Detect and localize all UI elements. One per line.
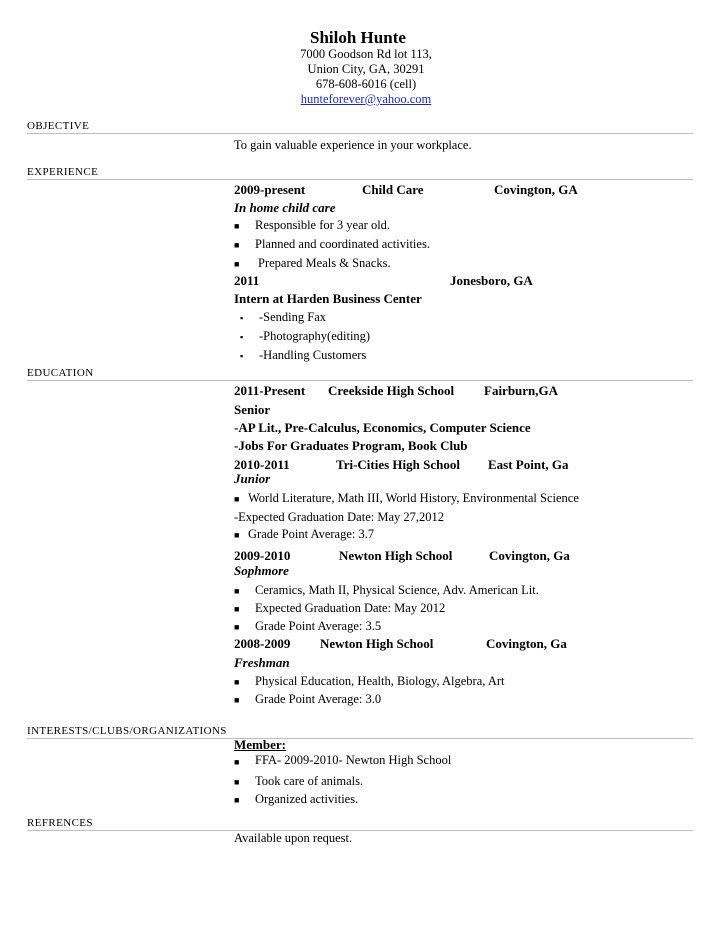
email-link[interactable]: hunteforever@yahoo.com	[300, 92, 432, 106]
school-name: Tri-Cities High School	[336, 457, 460, 472]
bullet-icon: ■	[234, 221, 240, 231]
education-dates: 2008-2009	[234, 636, 291, 651]
grade-level: Freshman	[234, 655, 290, 670]
job-dates: 2011	[234, 273, 260, 288]
section-divider	[27, 133, 693, 134]
bullet-icon: ■	[234, 677, 240, 687]
job-location: Covington, GA	[494, 182, 578, 197]
section-heading-experience: EXPERIENCE	[27, 166, 99, 178]
bullet-icon: ■	[234, 586, 240, 596]
list-item: Planned and coordinated activities.	[255, 237, 430, 251]
grade-level: Senior	[234, 402, 271, 417]
address-line-1: 7000 Goodson Rd lot 113,	[300, 47, 432, 61]
list-item: Ceramics, Math II, Physical Science, Adv. American Lit.	[255, 583, 539, 597]
list-item: -Sending Fax	[259, 310, 327, 324]
section-heading-references: REFRENCES	[27, 817, 93, 829]
section-divider	[27, 179, 693, 180]
bullet-icon: ■	[234, 757, 240, 767]
list-item: Grade Point Average: 3.0	[255, 692, 382, 706]
job-title: In home child care	[234, 200, 336, 215]
list-item: FFA- 2009-2010- Newton High School	[255, 753, 452, 767]
section-heading-objective: OBJECTIVE	[27, 120, 90, 132]
list-item: Responsible for 3 year old.	[255, 218, 391, 232]
objective-text: To gain valuable experience in your workplace.	[234, 138, 472, 152]
education-dates: 2011-Present	[234, 383, 306, 398]
list-item: Grade Point Average: 3.5	[255, 619, 382, 633]
school-location: East Point, Ga	[488, 457, 569, 472]
bullet-icon: ■	[234, 795, 240, 805]
references-text: Available upon request.	[234, 831, 353, 845]
job-employer: Child Care	[362, 182, 424, 197]
school-name: Newton High School	[339, 548, 453, 563]
education-dates: 2009-2010	[234, 548, 291, 563]
school-location: Covington, Ga	[486, 636, 567, 651]
education-dates: 2010-2011	[234, 457, 290, 472]
education-detail: -Jobs For Graduates Program, Book Club	[234, 438, 468, 453]
bullet-icon: ■	[234, 695, 240, 705]
list-item: Prepared Meals & Snacks.	[258, 256, 391, 270]
bullet-icon: ■	[234, 604, 240, 614]
education-detail: -Expected Graduation Date: May 27,2012	[234, 510, 445, 524]
bullet-icon: ■	[234, 530, 240, 540]
bullet-icon: ■	[234, 259, 240, 269]
bullet-icon: ■	[234, 622, 240, 632]
section-divider	[27, 830, 693, 831]
bullet-icon: ▪	[240, 332, 244, 342]
bullet-icon: ■	[234, 240, 240, 250]
member-label: Member:	[234, 737, 286, 752]
list-item: Expected Graduation Date: May 2012	[255, 601, 446, 615]
grade-level: Junior	[234, 471, 271, 486]
list-item: Organized activities.	[255, 792, 359, 806]
bullet-icon: ■	[234, 777, 240, 787]
education-detail: -AP Lit., Pre-Calculus, Economics, Computer Science	[234, 420, 531, 435]
address-line-2: Union City, GA, 30291	[307, 62, 425, 76]
bullet-icon: ▪	[240, 313, 244, 323]
school-location: Fairburn,GA	[484, 383, 559, 398]
section-heading-education: EDUCATION	[27, 367, 94, 379]
job-dates: 2009-present	[234, 182, 306, 197]
list-item: Physical Education, Health, Biology, Algebra, Art	[255, 674, 505, 688]
list-item: -Photography(editing)	[259, 329, 371, 343]
school-location: Covington, Ga	[489, 548, 570, 563]
resume-name: Shiloh Hunte	[310, 28, 406, 47]
list-item: -Handling Customers	[259, 348, 367, 362]
section-divider	[27, 380, 693, 381]
grade-level: Sophmore	[234, 563, 289, 578]
list-item: World Literature, Math III, World History, Environmental Science	[248, 491, 579, 505]
phone-number: 678-608-6016 (cell)	[315, 77, 417, 91]
job-title: Intern at Harden Business Center	[234, 291, 422, 306]
school-name: Creekside High School	[328, 383, 455, 398]
school-name: Newton High School	[320, 636, 434, 651]
list-item: Grade Point Average: 3.7	[248, 527, 375, 541]
section-divider	[27, 738, 693, 739]
bullet-icon: ▪	[240, 351, 244, 361]
job-location: Jonesboro, GA	[450, 273, 533, 288]
bullet-icon: ■	[234, 494, 240, 504]
list-item: Took care of animals.	[255, 774, 364, 788]
section-heading-interests: INTERESTS/CLUBS/ORGANIZATIONS	[27, 725, 227, 737]
